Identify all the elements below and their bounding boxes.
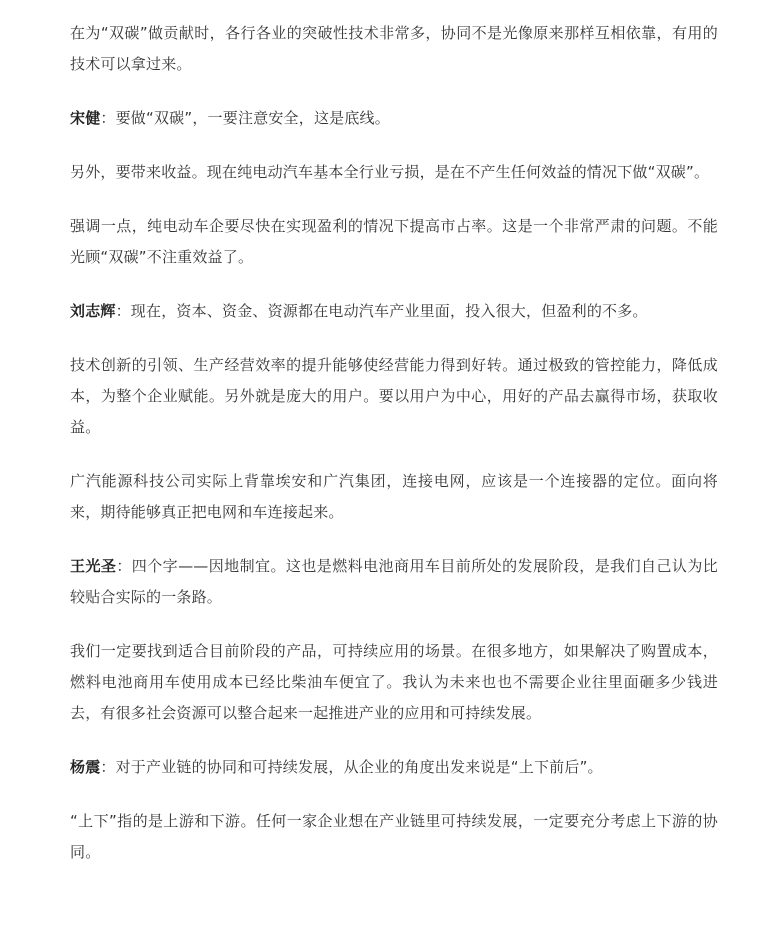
paragraph-text: ：现在，资本、资金、资源都在电动汽车产业里面，投入很大，但盈利的不多。 — [115, 302, 648, 320]
paragraph-text: 在为“双碳”做贡献时，各行各业的突破性技术非常多，协同不是光像原来那样互相依靠，有用的技术可以拿过来。 — [70, 24, 718, 73]
paragraph — [70, 296, 718, 327]
paragraph — [70, 551, 718, 613]
speaker-name: 宋健 — [70, 109, 101, 127]
paragraph-text: ：要做“双碳”，一要注意安全，这是底线。 — [100, 109, 390, 127]
paragraph — [70, 466, 718, 528]
article-body — [70, 18, 718, 891]
paragraph — [70, 806, 718, 868]
paragraph — [70, 211, 718, 273]
speaker-name: 刘志辉 — [70, 302, 116, 320]
paragraph — [70, 103, 718, 134]
paragraph — [70, 636, 718, 729]
paragraph — [70, 18, 718, 80]
paragraph-text: 另外，要带来收益。现在纯电动汽车基本全行业亏损，是在不产生任何效益的情况下做“双碳”。 — [70, 163, 710, 181]
paragraph — [70, 157, 718, 188]
paragraph-text: 我们一定要找到适合目前阶段的产品，可持续应用的场景。在很多地方，如果解决了购置成本，燃料电池商用车使用成本已经比柴油车便宜了。我认为未来也也不需要企业往里面砸多少钱进去，有很多社会资源可以整合起来一起推进产业的应用和可持续发展。 — [70, 642, 718, 722]
paragraph-text: 技术创新的引领、生产经营效率的提升能够使经营能力得到好转。通过极致的管控能力，降低成本，为整个企业赋能。另外就是庞大的用户。要以用户为中心，用好的产品去赢得市场，获取收益。 — [70, 356, 718, 436]
paragraph — [70, 752, 718, 783]
paragraph-text: “上下”指的是上游和下游。任何一家企业想在产业链里可持续发展，一定要充分考虑上下游的协同。 — [70, 812, 718, 861]
paragraph-text: 广汽能源科技公司实际上背靠埃安和广汽集团，连接电网，应该是一个连接器的定位。面向将来，期待能够真正把电网和车连接起来。 — [70, 472, 718, 521]
speaker-name: 王光圣 — [70, 557, 117, 575]
paragraph — [70, 350, 718, 443]
paragraph-text: ：四个字——因地制宜。这也是燃料电池商用车目前所处的发展阶段，是我们自己认为比较贴合实际的一条路。 — [70, 557, 718, 606]
paragraph-text: 强调一点，纯电动车企要尽快在实现盈利的情况下提高市占率。这是一个非常严肃的问题。不能光顾“双碳”不注重效益了。 — [70, 217, 718, 266]
paragraph-text: ：对于产业链的协同和可持续发展，从企业的角度出发来说是“上下前后”。 — [100, 758, 603, 776]
speaker-name: 杨震 — [70, 758, 101, 776]
